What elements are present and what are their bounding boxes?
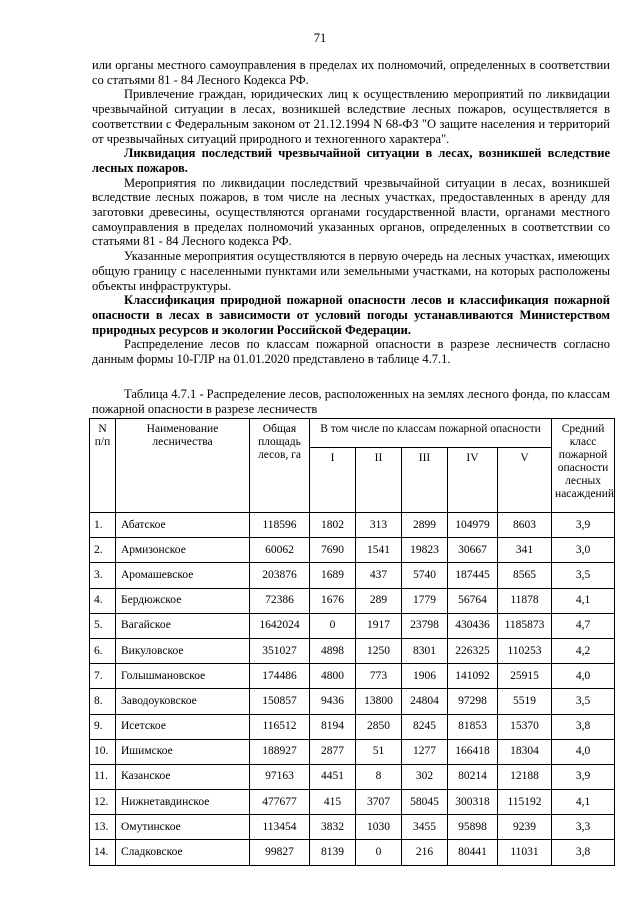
cell-name: Бердюжское (116, 588, 250, 613)
body-text (92, 58, 610, 367)
cell-class-iv: 226325 (448, 638, 498, 663)
cell-n: 12. (90, 790, 116, 815)
heading-liquidation: Ликвидация последствий чрезвычайной ситуации в лесах, возникшей вследствие лесных пожаров. (92, 146, 610, 175)
cell-avg: 3,5 (552, 563, 615, 588)
cell-name: Абатское (116, 513, 250, 538)
cell-class-v: 12188 (498, 764, 552, 789)
cell-n: 3. (90, 563, 116, 588)
cell-n: 5. (90, 613, 116, 638)
cell-class-ii: 437 (356, 563, 402, 588)
cell-name: Заводоуковское (116, 689, 250, 714)
cell-class-ii: 773 (356, 664, 402, 689)
cell-area: 97163 (250, 764, 310, 789)
cell-area: 116512 (250, 714, 310, 739)
cell-area: 113454 (250, 815, 310, 840)
cell-avg: 4,2 (552, 638, 615, 663)
paragraph-5: Распределение лесов по классам пожарной опасности в разрезе лесничеств согласно данным формы 10-ГЛР на 01.01.2020 представлено в таблице 4.7.1. (92, 337, 610, 367)
cell-class-i: 9436 (310, 689, 356, 714)
cell-class-ii: 289 (356, 588, 402, 613)
cell-avg: 3,3 (552, 815, 615, 840)
cell-class-iv: 80441 (448, 840, 498, 865)
cell-class-i: 8139 (310, 840, 356, 865)
cell-class-iii: 1779 (402, 588, 448, 613)
cell-name: Ишимское (116, 739, 250, 764)
cell-class-i: 7690 (310, 538, 356, 563)
cell-class-ii: 1250 (356, 638, 402, 663)
cell-class-ii: 0 (356, 840, 402, 865)
cell-class-ii: 1917 (356, 613, 402, 638)
cell-class-ii: 8 (356, 764, 402, 789)
table-row (90, 664, 615, 689)
table-caption: Таблица 4.7.1 - Распределение лесов, расположенных на землях лесного фонда, по классам пожарной опасности в разрезе лесничеств (92, 387, 610, 416)
paragraph-4: Указанные мероприятия осуществляются в первую очередь на лесных участках, имеющих общую границу с населенными пунктами или земельными участками, на которых расположены объекты инфраструктуры. (92, 249, 610, 293)
cell-class-i: 3832 (310, 815, 356, 840)
cell-avg: 4,1 (552, 790, 615, 815)
cell-name: Исетское (116, 714, 250, 739)
cell-class-v: 18304 (498, 739, 552, 764)
table-row (90, 739, 615, 764)
cell-n: 11. (90, 764, 116, 789)
cell-avg: 4,7 (552, 613, 615, 638)
cell-name: Сладковское (116, 840, 250, 865)
cell-class-v: 11031 (498, 840, 552, 865)
cell-class-iv: 81853 (448, 714, 498, 739)
cell-class-ii: 51 (356, 739, 402, 764)
cell-class-ii: 313 (356, 513, 402, 538)
cell-area: 351027 (250, 638, 310, 663)
cell-area: 72386 (250, 588, 310, 613)
cell-n: 4. (90, 588, 116, 613)
table-row (90, 538, 615, 563)
cell-class-i: 8194 (310, 714, 356, 739)
cell-avg: 3,5 (552, 689, 615, 714)
cell-class-v: 8603 (498, 513, 552, 538)
cell-class-iii: 302 (402, 764, 448, 789)
cell-area: 203876 (250, 563, 310, 588)
cell-class-v: 11878 (498, 588, 552, 613)
cell-name: Викуловское (116, 638, 250, 663)
cell-class-i: 4800 (310, 664, 356, 689)
cell-class-i: 1676 (310, 588, 356, 613)
table-header (90, 419, 615, 513)
header-classes-group: В том числе по классам пожарной опасности (310, 419, 552, 448)
cell-class-iii: 1906 (402, 664, 448, 689)
paragraph-3: Мероприятия по ликвидации последствий чрезвычайной ситуации в лесах, возникшей вследствие лесных пожаров, в том числе на лесных участках, предоставленных в аренду для заготовки древесины, осуществляются органами государственной власти, органами местного самоуправления в пределах полномочий указанных органов, определенных в соответствии со статьями 81 - 84 Лесного кодекса РФ. (92, 175, 610, 249)
cell-class-v: 9239 (498, 815, 552, 840)
cell-class-iv: 187445 (448, 563, 498, 588)
cell-class-iv: 80214 (448, 764, 498, 789)
cell-class-iv: 97298 (448, 689, 498, 714)
cell-class-v: 341 (498, 538, 552, 563)
cell-class-i: 0 (310, 613, 356, 638)
cell-class-iii: 1277 (402, 739, 448, 764)
cell-name: Голышмановское (116, 664, 250, 689)
cell-class-iv: 166418 (448, 739, 498, 764)
table-row (90, 563, 615, 588)
table-row (90, 790, 615, 815)
cell-name: Аромашевское (116, 563, 250, 588)
cell-class-v: 5519 (498, 689, 552, 714)
cell-area: 60062 (250, 538, 310, 563)
header-class-i: I (310, 448, 356, 513)
cell-avg: 3,8 (552, 840, 615, 865)
cell-class-iv: 104979 (448, 513, 498, 538)
cell-class-iv: 56764 (448, 588, 498, 613)
header-class-iv: IV (448, 448, 498, 513)
table-row (90, 689, 615, 714)
table-row (90, 764, 615, 789)
table-row (90, 613, 615, 638)
cell-class-i: 415 (310, 790, 356, 815)
paragraph-2: Привлечение граждан, юридических лиц к осуществлению мероприятий по ликвидации чрезвычайной ситуации в лесах, возникшей вследствие лесных пожаров, осуществляется в соответствии с Федеральным законом от 21.12.1994 N 68-ФЗ "О защите населения и территорий от чрезвычайных ситуаций природного и техногенного характера". (92, 87, 610, 146)
cell-area: 188927 (250, 739, 310, 764)
cell-n: 9. (90, 714, 116, 739)
table-row (90, 815, 615, 840)
cell-n: 2. (90, 538, 116, 563)
cell-class-v: 25915 (498, 664, 552, 689)
cell-class-v: 1185873 (498, 613, 552, 638)
table-row (90, 714, 615, 739)
cell-class-iv: 430436 (448, 613, 498, 638)
cell-n: 7. (90, 664, 116, 689)
table-row (90, 638, 615, 663)
cell-name: Омутинское (116, 815, 250, 840)
header-avg: Средний класс пожарной опасности лесных насаждений (552, 419, 615, 513)
paragraph-1: или органы местного самоуправления в пределах их полномочий, определенных в соответствии со статьями 81 - 84 Лесного Кодекса РФ. (92, 58, 610, 87)
forest-fire-class-table (89, 418, 615, 866)
cell-class-ii: 13800 (356, 689, 402, 714)
table-body (90, 513, 615, 866)
cell-class-ii: 1541 (356, 538, 402, 563)
cell-class-iii: 5740 (402, 563, 448, 588)
cell-area: 477677 (250, 790, 310, 815)
cell-area: 150857 (250, 689, 310, 714)
heading-classification: Классификация природной пожарной опасности лесов и классификация пожарной опасности в лесах в зависимости от условий погоды устанавливаются Министерством природных ресурсов и экологии Российской Федерации. (92, 293, 610, 337)
cell-class-i: 2877 (310, 739, 356, 764)
cell-class-ii: 1030 (356, 815, 402, 840)
header-n: N п/п (90, 419, 116, 513)
cell-class-iv: 30667 (448, 538, 498, 563)
cell-class-i: 4451 (310, 764, 356, 789)
cell-area: 1642024 (250, 613, 310, 638)
cell-class-iii: 58045 (402, 790, 448, 815)
cell-n: 14. (90, 840, 116, 865)
cell-n: 6. (90, 638, 116, 663)
header-class-iii: III (402, 448, 448, 513)
cell-n: 8. (90, 689, 116, 714)
cell-class-i: 1802 (310, 513, 356, 538)
cell-class-iii: 23798 (402, 613, 448, 638)
cell-class-v: 110253 (498, 638, 552, 663)
cell-name: Нижнетавдинское (116, 790, 250, 815)
cell-area: 99827 (250, 840, 310, 865)
table-row (90, 513, 615, 538)
cell-class-v: 8565 (498, 563, 552, 588)
cell-avg: 3,0 (552, 538, 615, 563)
header-name: Наименование лесничества (116, 419, 250, 513)
header-area: Общая площадь лесов, га (250, 419, 310, 513)
cell-n: 1. (90, 513, 116, 538)
table-row (90, 588, 615, 613)
cell-name: Армизонское (116, 538, 250, 563)
cell-class-iii: 3455 (402, 815, 448, 840)
cell-class-iii: 24804 (402, 689, 448, 714)
cell-class-iii: 216 (402, 840, 448, 865)
cell-avg: 3,8 (552, 714, 615, 739)
header-class-v: V (498, 448, 552, 513)
cell-class-iv: 95898 (448, 815, 498, 840)
cell-avg: 4,1 (552, 588, 615, 613)
cell-avg: 4,0 (552, 664, 615, 689)
cell-class-ii: 2850 (356, 714, 402, 739)
cell-class-iv: 300318 (448, 790, 498, 815)
cell-class-iii: 8301 (402, 638, 448, 663)
cell-class-v: 15370 (498, 714, 552, 739)
cell-n: 10. (90, 739, 116, 764)
cell-name: Казанское (116, 764, 250, 789)
table-row (90, 840, 615, 865)
cell-class-ii: 3707 (356, 790, 402, 815)
cell-class-iv: 141092 (448, 664, 498, 689)
cell-class-i: 1689 (310, 563, 356, 588)
cell-area: 118596 (250, 513, 310, 538)
cell-class-iii: 19823 (402, 538, 448, 563)
cell-class-iii: 2899 (402, 513, 448, 538)
page-number: 71 (313, 31, 327, 45)
cell-avg: 3,9 (552, 513, 615, 538)
cell-name: Вагайское (116, 613, 250, 638)
cell-class-v: 115192 (498, 790, 552, 815)
header-class-ii: II (356, 448, 402, 513)
cell-avg: 3,9 (552, 764, 615, 789)
cell-area: 174486 (250, 664, 310, 689)
cell-n: 13. (90, 815, 116, 840)
cell-class-iii: 8245 (402, 714, 448, 739)
cell-class-i: 4898 (310, 638, 356, 663)
cell-avg: 4,0 (552, 739, 615, 764)
